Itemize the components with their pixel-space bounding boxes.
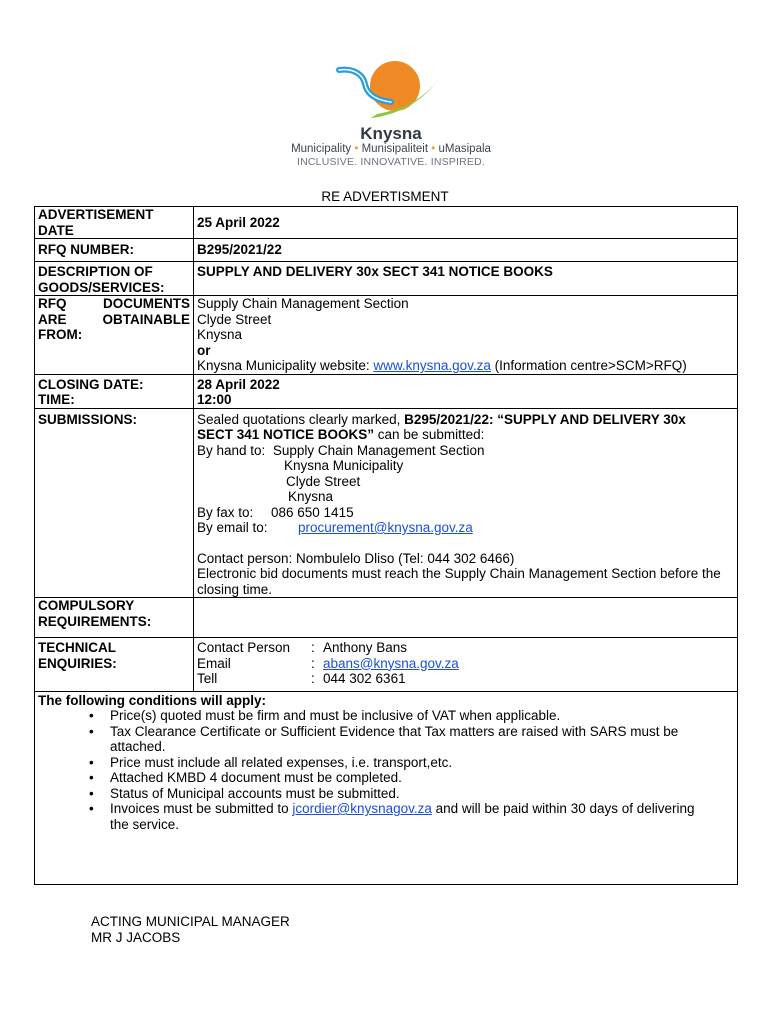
row-rfq-number [35, 239, 738, 262]
row-description [35, 262, 738, 296]
rfq-number-value: B295/2021/22 [194, 239, 738, 262]
list-item: • Price must include all related expenses, i.e. transport,etc. [110, 755, 714, 771]
page-title: RE ADVERTISMENT [321, 189, 449, 204]
submissions-value: Sealed quotations clearly marked, B295/2021/22: “SUPPLY AND DELIVERY 30x SECT 341 NOTICE BOOKS” can be submitted: By hand to: Supply Chain Management Section Knysna Municipality Clyde Street Knysna By fax to: 086 650 1415 By email to: procurement@knysna.gov.za Contact person: Nombulelo Dliso (Tel: 044 302 6466) Electronic bid documents must reach the Supply Chain Management Section before the closing time. [194, 408, 738, 598]
conditions-cell [35, 691, 738, 884]
row-compulsory [35, 598, 738, 638]
list-item: • Invoices must be submitted to jcordier@knysnagov.za and will be paid within 30 days of delivering the service. [110, 801, 714, 832]
website-link[interactable]: www.knysna.gov.za [373, 358, 491, 373]
knysna-emblem-icon [331, 58, 451, 124]
closing-value: 28 April 2022 12:00 [194, 374, 738, 408]
signature-name: MR J JACOBS [91, 930, 181, 945]
compulsory-value [194, 598, 738, 638]
row-documents [35, 296, 738, 375]
invoice-email-link[interactable]: jcordier@knysnagov.za [292, 801, 432, 816]
advertisement-date-label: ADVERTISEMENT DATE [35, 207, 194, 239]
procurement-email-link[interactable]: procurement@knysna.gov.za [298, 520, 473, 535]
signature-title: ACTING MUNICIPAL MANAGER [91, 914, 290, 929]
logo-name: Knysna [360, 124, 422, 143]
logo-tagline: INCLUSIVE. INNOVATIVE. INSPIRED. [296, 155, 486, 168]
list-item: • Price(s) quoted must be firm and must be inclusive of VAT when applicable. [110, 708, 714, 724]
signature-block [91, 914, 290, 946]
technical-value: Contact Person : Anthony Bans Email : abans@knysna.gov.za Tell : 044 302 6361 [194, 638, 738, 692]
list-item: • Status of Municipal accounts must be submitted. [110, 786, 714, 802]
logo-subtitle: Municipality • Munisipaliteit • uMasipala [291, 142, 491, 155]
row-conditions [35, 691, 738, 884]
list-item: • Attached KMBD 4 document must be completed. [110, 770, 714, 786]
documents-label: RFQ DOCUMENTS ARE OBTAINABLE FROM: [35, 296, 194, 375]
description-value: SUPPLY AND DELIVERY 30x SECT 341 NOTICE BOOKS [194, 262, 738, 296]
closing-label: CLOSING DATE: TIME: [35, 374, 194, 408]
rfq-table [34, 206, 738, 885]
row-submissions [35, 408, 738, 598]
compulsory-label: COMPULSORY REQUIREMENTS: [35, 598, 194, 638]
list-item: • Tax Clearance Certificate or Sufficient Evidence that Tax matters are raised with SARS must be attached. [110, 724, 714, 755]
rfq-number-label: RFQ NUMBER: [35, 239, 194, 262]
advertisement-date-value: 25 April 2022 [194, 207, 738, 239]
description-label: DESCRIPTION OF GOODS/SERVICES: [35, 262, 194, 296]
knysna-logo [268, 58, 514, 186]
documents-value: Supply Chain Management Section Clyde Street Knysna or Knysna Municipality website: www.knysna.gov.za (Information centre>SCM>RFQ) [194, 296, 738, 375]
row-technical [35, 638, 738, 692]
row-advertisement-date [35, 207, 738, 239]
submissions-label: SUBMISSIONS: [35, 408, 194, 598]
technical-label: TECHNICAL ENQUIRIES: [35, 638, 194, 692]
technical-email-link[interactable]: abans@knysna.gov.za [323, 655, 459, 671]
conditions-heading: The following conditions will apply: [38, 692, 266, 708]
row-closing [35, 374, 738, 408]
conditions-list [38, 708, 734, 832]
